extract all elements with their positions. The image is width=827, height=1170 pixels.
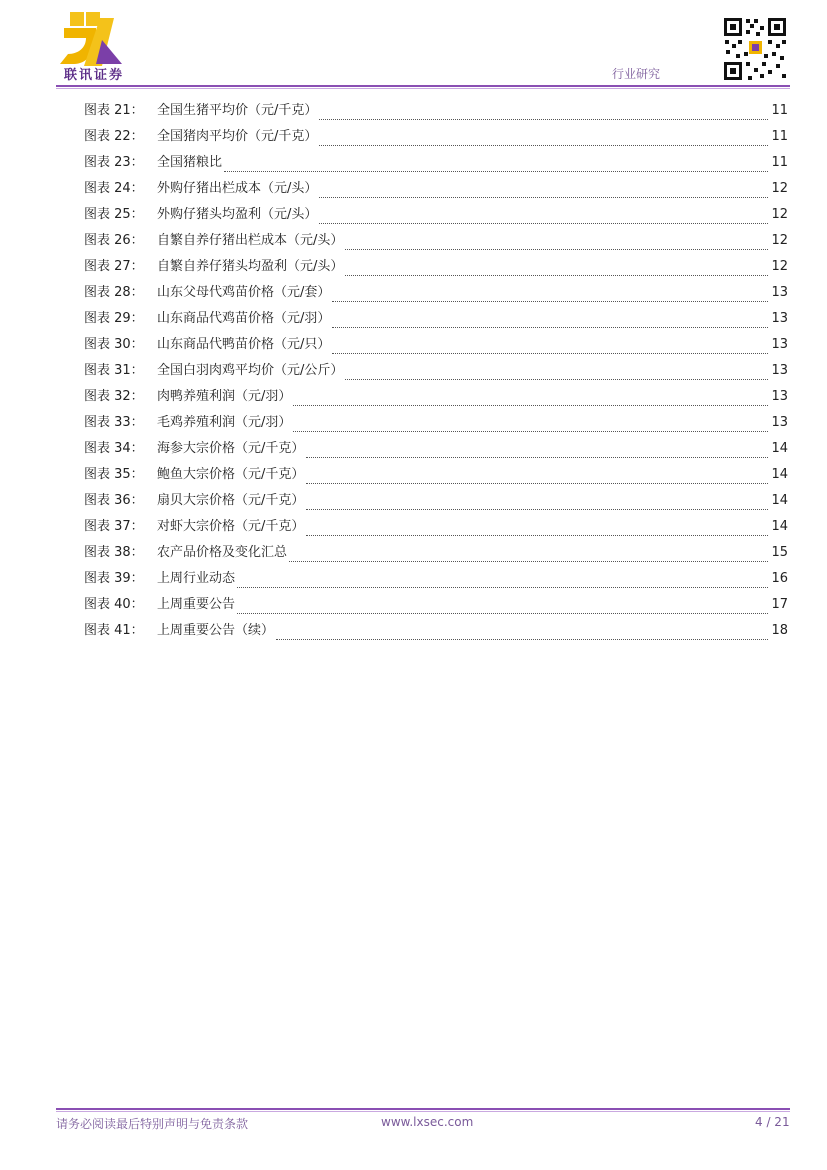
toc-entry-page: 12 xyxy=(771,207,788,222)
toc-entry-title: 山东父母代鸡苗价格（元/套） xyxy=(157,285,331,300)
footer-rule xyxy=(56,1108,790,1110)
toc-leader-dots xyxy=(345,370,768,380)
toc-entry-page: 16 xyxy=(771,571,788,586)
toc-entry-label: 图表 33： xyxy=(84,415,144,430)
toc-leader-dots xyxy=(276,630,768,640)
qr-code-icon xyxy=(722,16,788,82)
toc-leader-dots xyxy=(319,214,768,224)
toc-entry-page: 17 xyxy=(771,597,788,612)
toc-leader-dots xyxy=(332,292,768,302)
header-rule xyxy=(56,85,790,87)
toc-entry-page: 11 xyxy=(771,155,788,170)
toc-entry-page: 14 xyxy=(771,493,788,508)
toc-entry[interactable] xyxy=(84,228,788,254)
toc-entry-title: 扇贝大宗价格（元/千克） xyxy=(157,493,305,508)
toc-entry[interactable] xyxy=(84,384,788,410)
toc-entry-title: 外购仔猪头均盈利（元/头） xyxy=(157,207,318,222)
toc-entry-label: 图表 28： xyxy=(84,285,144,300)
toc-entry-title: 毛鸡养殖利润（元/羽） xyxy=(157,415,292,430)
toc-entry-page: 14 xyxy=(771,467,788,482)
toc-entry-label: 图表 34： xyxy=(84,441,144,456)
toc-entry[interactable] xyxy=(84,332,788,358)
page-header xyxy=(0,0,827,92)
toc-entry[interactable] xyxy=(84,98,788,124)
toc-entry[interactable] xyxy=(84,540,788,566)
footer-disclaimer: 请务必阅读最后特别声明与免责条款 xyxy=(56,1117,249,1131)
toc-entry-label: 图表 30： xyxy=(84,337,144,352)
toc-leader-dots xyxy=(237,604,768,614)
toc-entry-label: 图表 27： xyxy=(84,259,144,274)
toc-entry-label: 图表 26： xyxy=(84,233,144,248)
toc-entry-label: 图表 41： xyxy=(84,623,144,638)
toc-entry[interactable] xyxy=(84,176,788,202)
figure-table-of-contents xyxy=(84,98,788,644)
toc-entry-label: 图表 29： xyxy=(84,311,144,326)
toc-entry-page: 18 xyxy=(771,623,788,638)
toc-entry[interactable] xyxy=(84,280,788,306)
toc-leader-dots xyxy=(306,448,768,458)
toc-entry-page: 13 xyxy=(771,285,788,300)
toc-entry-label: 图表 25： xyxy=(84,207,144,222)
toc-entry-title: 全国生猪平均价（元/千克） xyxy=(157,103,318,118)
toc-entry-label: 图表 31： xyxy=(84,363,144,378)
toc-leader-dots xyxy=(319,110,768,120)
toc-entry-title: 自繁自养仔猪头均盈利（元/头） xyxy=(157,259,344,274)
footer-website: www.lxsec.com xyxy=(381,1115,474,1129)
toc-leader-dots xyxy=(306,500,768,510)
toc-entry-title: 上周重要公告（续） xyxy=(157,623,275,638)
toc-leader-dots xyxy=(306,526,768,536)
toc-entry[interactable] xyxy=(84,462,788,488)
toc-entry-label: 图表 21： xyxy=(84,103,144,118)
toc-entry-page: 12 xyxy=(771,181,788,196)
toc-entry-page: 11 xyxy=(771,103,788,118)
toc-entry[interactable] xyxy=(84,124,788,150)
toc-entry-label: 图表 22： xyxy=(84,129,144,144)
toc-entry-title: 农产品价格及变化汇总 xyxy=(157,545,288,560)
toc-entry-label: 图表 38： xyxy=(84,545,144,560)
toc-entry-title: 海参大宗价格（元/千克） xyxy=(157,441,305,456)
footer-rule-secondary xyxy=(56,1111,790,1112)
toc-entry-title: 上周行业动态 xyxy=(157,571,236,586)
toc-entry-title: 鲍鱼大宗价格（元/千克） xyxy=(157,467,305,482)
toc-entry[interactable] xyxy=(84,150,788,176)
toc-leader-dots xyxy=(345,266,768,276)
toc-entry[interactable] xyxy=(84,436,788,462)
toc-leader-dots xyxy=(332,318,768,328)
toc-entry[interactable] xyxy=(84,306,788,332)
toc-entry-page: 15 xyxy=(771,545,788,560)
toc-entry-label: 图表 24： xyxy=(84,181,144,196)
toc-entry-page: 13 xyxy=(771,389,788,404)
toc-entry-label: 图表 36： xyxy=(84,493,144,508)
toc-leader-dots xyxy=(345,240,768,250)
toc-entry-label: 图表 32： xyxy=(84,389,144,404)
toc-entry-title: 全国白羽肉鸡平均价（元/公斤） xyxy=(157,363,344,378)
toc-entry-page: 13 xyxy=(771,311,788,326)
header-rule-secondary xyxy=(56,88,790,89)
toc-entry-label: 图表 40： xyxy=(84,597,144,612)
toc-leader-dots xyxy=(237,578,768,588)
toc-leader-dots xyxy=(293,396,768,406)
toc-entry-page: 13 xyxy=(771,415,788,430)
toc-entry-page: 11 xyxy=(771,129,788,144)
toc-entry-label: 图表 35： xyxy=(84,467,144,482)
toc-entry-title: 肉鸭养殖利润（元/羽） xyxy=(157,389,292,404)
toc-entry-title: 山东商品代鸭苗价格（元/只） xyxy=(157,337,331,352)
toc-entry-title: 外购仔猪出栏成本（元/头） xyxy=(157,181,318,196)
toc-entry-title: 山东商品代鸡苗价格（元/羽） xyxy=(157,311,331,326)
toc-entry-title: 对虾大宗价格（元/千克） xyxy=(157,519,305,534)
toc-entry-page: 14 xyxy=(771,519,788,534)
toc-entry[interactable] xyxy=(84,514,788,540)
toc-entry-title: 上周重要公告 xyxy=(157,597,236,612)
toc-entry[interactable] xyxy=(84,202,788,228)
toc-leader-dots xyxy=(293,422,768,432)
toc-entry-page: 13 xyxy=(771,337,788,352)
toc-entry-title: 自繁自养仔猪出栏成本（元/头） xyxy=(157,233,344,248)
toc-entry-page: 12 xyxy=(771,233,788,248)
toc-leader-dots xyxy=(289,552,768,562)
toc-leader-dots xyxy=(332,344,768,354)
toc-entry-page: 12 xyxy=(771,259,788,274)
toc-leader-dots xyxy=(306,474,768,484)
toc-entry[interactable] xyxy=(84,618,788,644)
toc-entry-label: 图表 23： xyxy=(84,155,144,170)
toc-entry-page: 13 xyxy=(771,363,788,378)
toc-entry[interactable] xyxy=(84,410,788,436)
toc-entry[interactable] xyxy=(84,488,788,514)
toc-entry-title: 全国猪粮比 xyxy=(157,155,223,170)
toc-leader-dots xyxy=(319,188,768,198)
toc-entry[interactable] xyxy=(84,566,788,592)
toc-entry-label: 图表 37： xyxy=(84,519,144,534)
footer-page-number: 4 / 21 xyxy=(755,1115,790,1129)
toc-leader-dots xyxy=(319,136,768,146)
toc-entry-page: 14 xyxy=(771,441,788,456)
section-label: 行业研究 xyxy=(612,67,661,81)
logo-text: 联讯证券 xyxy=(63,68,124,83)
toc-entry-title: 全国猪肉平均价（元/千克） xyxy=(157,129,318,144)
toc-entry[interactable] xyxy=(84,592,788,618)
toc-leader-dots xyxy=(224,162,768,172)
toc-entry[interactable] xyxy=(84,254,788,280)
toc-entry-label: 图表 39： xyxy=(84,571,144,586)
toc-entry[interactable] xyxy=(84,358,788,384)
